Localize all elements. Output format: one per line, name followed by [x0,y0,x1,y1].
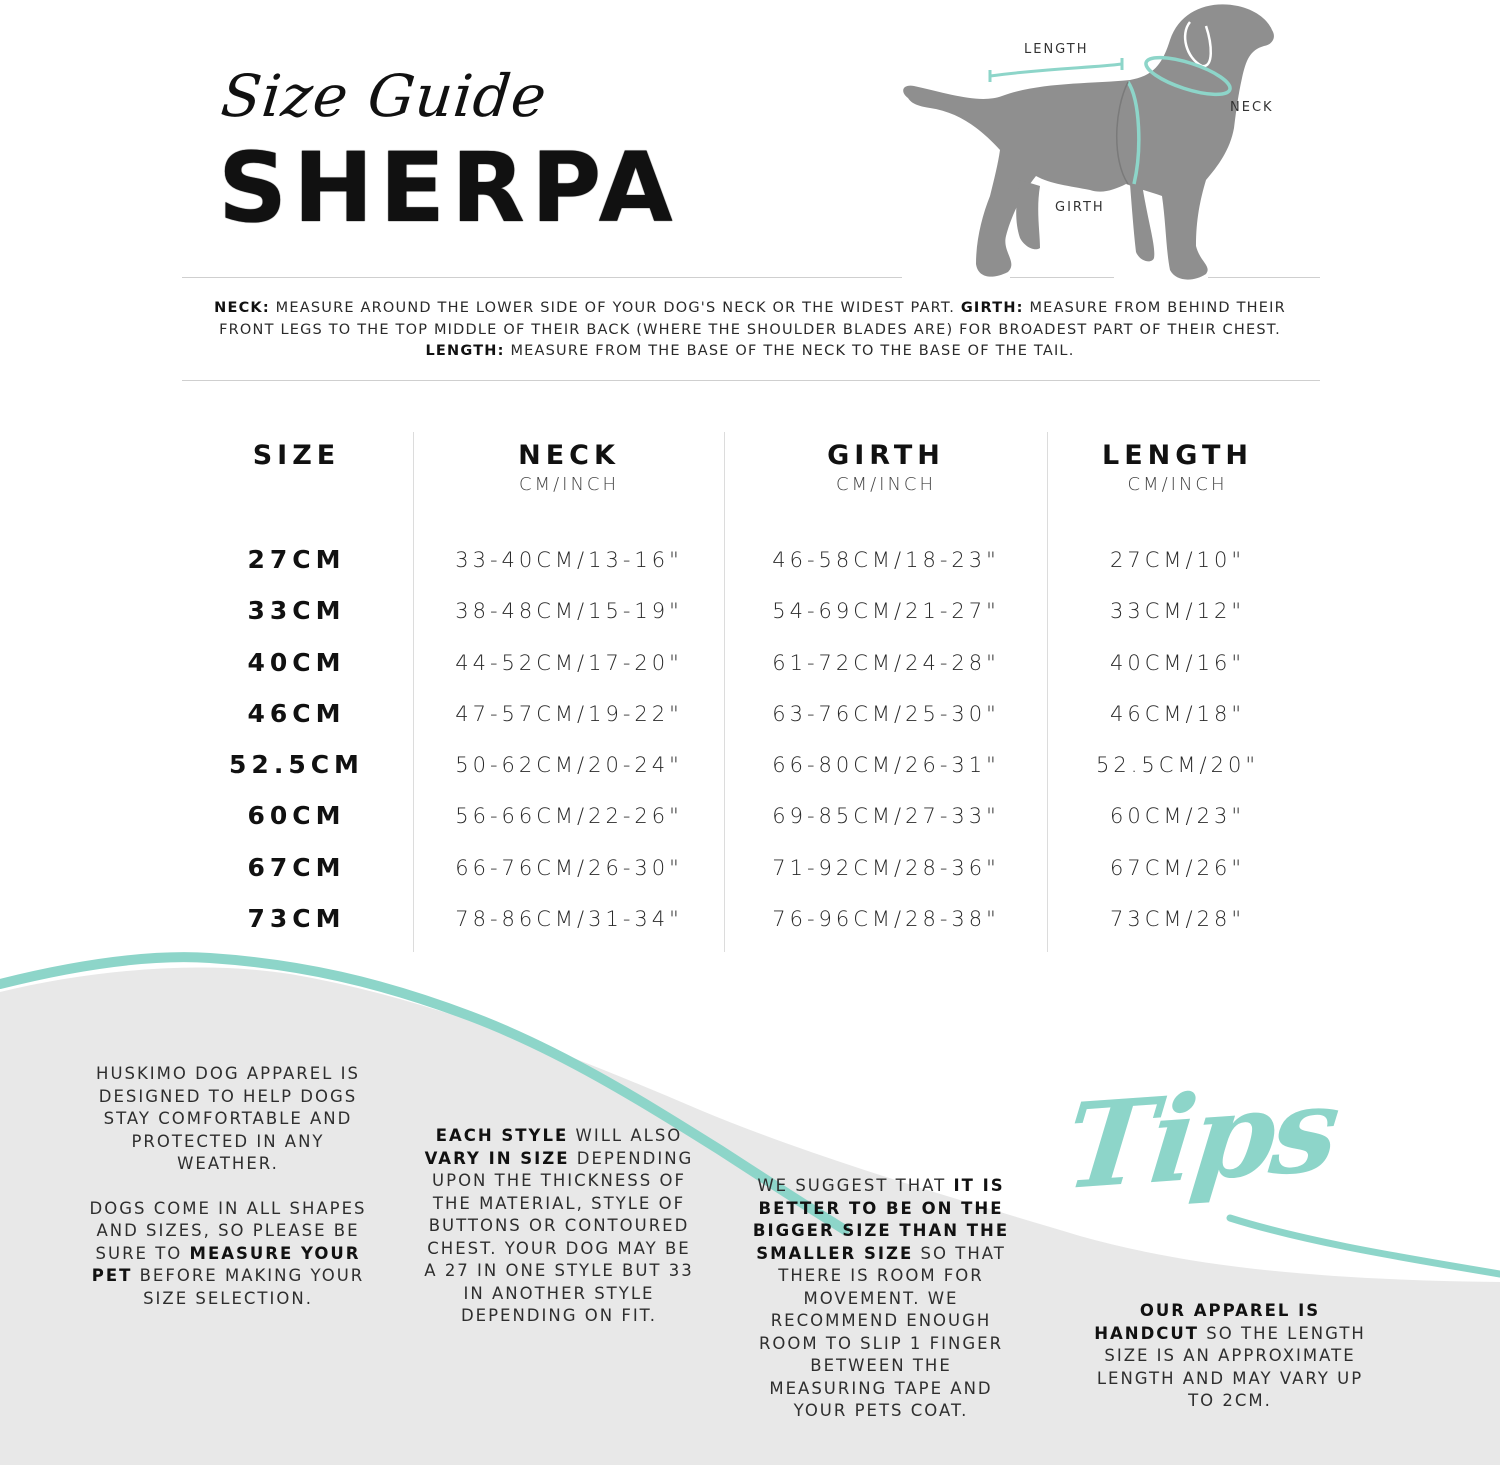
dog-silhouette-icon [890,0,1310,290]
tip2-text-2: DEPENDING UPON THE THICKNESS OF THE MATERIAL, STYLE OF BUTTONS OR CONTOURED CHEST. YOUR DOG MAY BE A 27 IN ONE STYLE BUT 33 IN ANOTHER STYLE DEPENDING ON FIT. [424,1148,694,1325]
tip-style-variance [420,1125,698,1328]
tip3-text-2: SO THAT THERE IS ROOM FOR MOVEMENT. WE RECOMMEND ENOUGH ROOM TO SLIP 1 FINGER BETWEEN THE MEASURING TAPE AND YOUR PETS COAT. [758,1243,1006,1420]
tip1-paragraph1: HUSKIMO DOG APPAREL IS DESIGNED TO HELP DOGS STAY COMFORTABLE AND PROTECTED IN ANY WEATHER. [96,1064,360,1173]
size-cell: 46CM [247,698,346,728]
length-cell: 33CM/12" [1110,599,1245,624]
girth-cell: 61-72CM/24-28" [772,650,1000,675]
tip-size-up [752,1175,1010,1423]
instructions-divider [182,380,1320,381]
girth-cell: 46-58CM/18-23" [772,548,1000,572]
length-instruction-text: MEASURE FROM THE BASE OF THE NECK TO THE BASE OF THE TAIL. [510,343,1075,359]
column-unit-size [180,474,413,500]
tip1-text-after: BEFORE MAKING YOUR SIZE SELECTION. [139,1266,365,1308]
girth-cell: 63-76CM/25-30" [772,701,1000,726]
column-unit-neck: CM/INCH [518,474,620,495]
size-column [180,432,413,952]
tip1-text: DOGS COME IN ALL SHAPES AND SIZES, SO PLEASE BE SURE TO [89,1198,367,1263]
column-header-size: SIZE [252,440,341,471]
tip-fit-intro [86,1063,370,1310]
neck-instruction-text: MEASURE AROUND THE LOWER SIDE OF YOUR DOG'S NECK OR THE WIDEST PART. [275,300,955,316]
tip3-text-1: WE SUGGEST THAT [757,1176,947,1195]
length-cell: 52.5CM/20" [1096,753,1259,778]
column-unit-girth: CM/INCH [835,474,937,495]
size-cell: 73CM [247,904,346,934]
size-cell: 52.5CM [229,750,364,780]
column-header-neck: NECK [518,440,620,471]
size-guide-script-title: Size Guide [218,62,551,130]
length-label: LENGTH [1024,42,1089,57]
neck-cell: 50-62CM/20-24" [455,753,683,778]
neck-instruction-label: NECK: [214,300,270,316]
girth-instruction-text: MEASURE FROM BEHIND THEIR FRONT LEGS TO THE TOP MIDDLE OF THEIR BACK (WHERE THE SHOULDER BLADES ARE) FOR BROADEST PART OF THEIR CHEST. [219,300,1286,338]
girth-label: GIRTH [1055,200,1105,215]
neck-cell: 38-48CM/15-19" [455,599,683,624]
tips-heading: Tips [1059,1058,1343,1217]
girth-cell: 69-85CM/27-33" [772,804,1000,829]
tip1-emphasis: MEASURE YOUR PET [91,1243,361,1285]
girth-cell: 71-92CM/28-36" [772,855,1000,880]
size-cell: 60CM [247,801,346,831]
dog-measurement-diagram [890,0,1310,290]
neck-label: NECK [1230,100,1274,115]
measurement-instructions [190,298,1310,363]
header-divider-mid [1010,277,1114,278]
length-cell: 27CM/10" [1110,548,1245,572]
tip4-emphasis: OUR APPAREL IS HANDCUT [1094,1301,1321,1343]
neck-column [413,432,724,952]
length-cell: 40CM/16" [1110,650,1245,675]
header-divider-right [1208,277,1320,278]
tip1-paragraph2 [86,1198,370,1311]
length-cell: 46CM/18" [1110,701,1245,726]
product-title: SHERPA [218,132,679,244]
length-instruction-label: LENGTH: [425,343,505,359]
tip2-text-1: WILL ALSO [575,1126,683,1145]
column-header-length: LENGTH [1102,440,1253,471]
tip2-emphasis-1: EACH STYLE [435,1126,569,1145]
neck-cell: 78-86CM/31-34" [455,907,683,932]
tip-handcut [1090,1300,1370,1413]
size-cell: 33CM [247,596,346,626]
size-cell: 40CM [247,647,346,677]
tip4-text: SO THE LENGTH SIZE IS AN APPROXIMATE LENGTH AND MAY VARY UP TO 2CM. [1096,1323,1366,1410]
tip3-emphasis: IT IS BETTER TO BE ON THE BIGGER SIZE THAN THE SMALLER SIZE [752,1176,1010,1263]
girth-column [724,432,1047,952]
girth-cell: 66-80CM/26-31" [772,753,1000,778]
size-cell: 67CM [247,852,346,882]
neck-cell: 33-40CM/13-16" [455,548,683,572]
length-column [1047,432,1307,952]
column-unit-length: CM/INCH [1127,474,1228,495]
girth-instruction-label: GIRTH: [960,300,1024,316]
neck-cell: 56-66CM/22-26" [455,804,683,829]
length-cell: 73CM/28" [1110,907,1245,932]
size-table [180,432,1320,952]
tip2-emphasis-2: VARY IN SIZE [424,1148,570,1168]
neck-cell: 47-57CM/19-22" [455,701,683,726]
girth-cell: 54-69CM/21-27" [772,599,1000,624]
length-cell: 67CM/26" [1110,855,1245,880]
length-cell: 60CM/23" [1110,804,1245,829]
girth-cell: 76-96CM/28-38" [772,907,1000,932]
header-divider-left [182,277,902,278]
neck-cell: 66-76CM/26-30" [455,855,683,880]
column-header-girth: GIRTH [827,440,945,471]
size-cell: 27CM [247,545,346,574]
neck-cell: 44-52CM/17-20" [455,650,683,675]
